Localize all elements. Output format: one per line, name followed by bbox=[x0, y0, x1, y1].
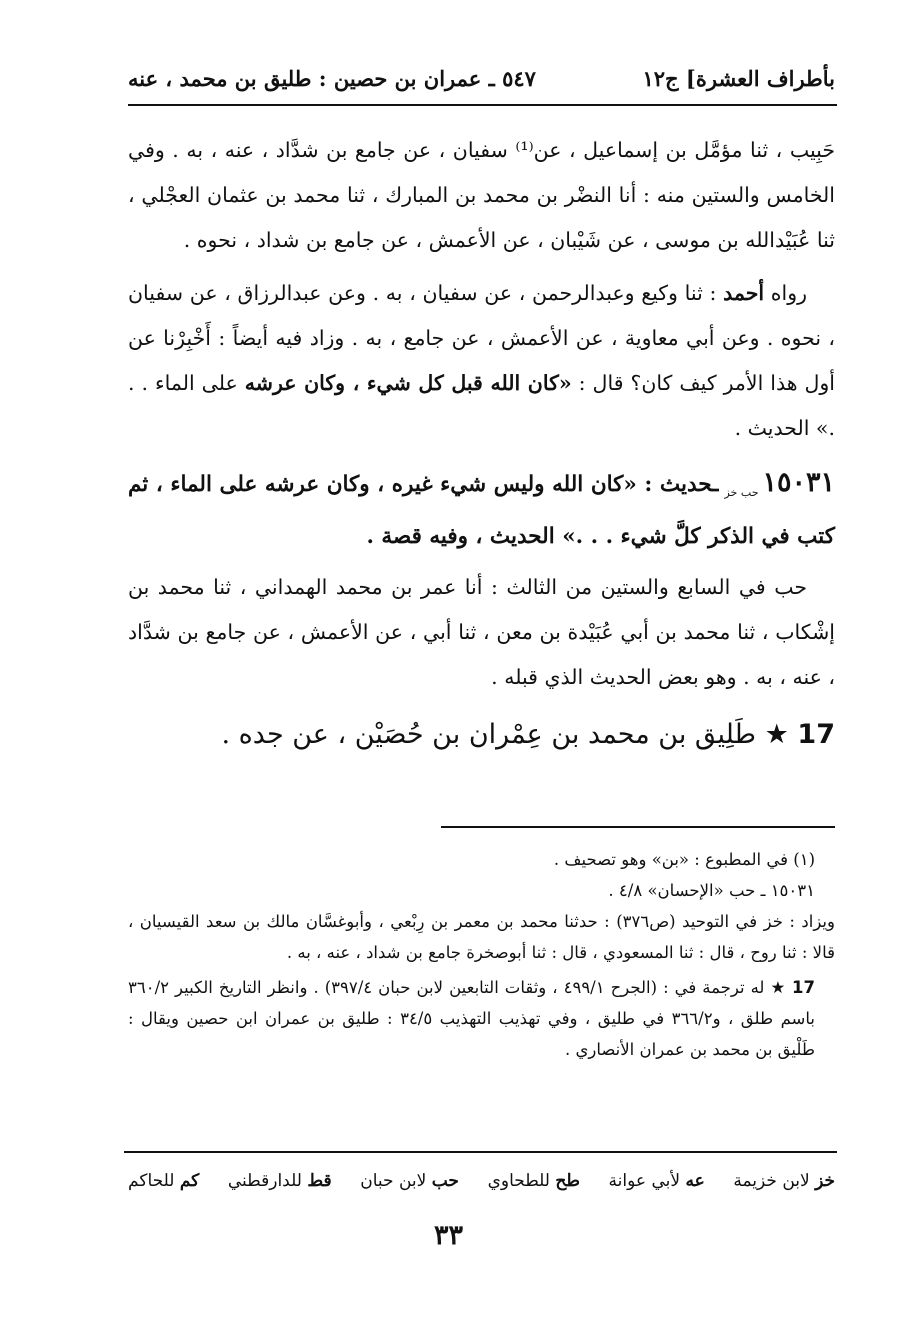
para2-middle: : ثنا وكيع وعبدالرحمن ، عن سفيان ، به . وعن عبدالرزاق ، عن سفيان ، نحوه . وعن أبي معاوية ، عن الأعمش ، عن جامع ، به . وزاد فيه أيضاً : أَخْبِرْنا عن أول هذا الأمر كيف كان؟ قال : bbox=[128, 281, 835, 395]
footnote-rule bbox=[441, 826, 835, 828]
abbreviation-legend bbox=[128, 1166, 835, 1196]
hadith-text: ـحديث : «كان الله وليس شيء غيره ، وكان عرشه على الماء ، ثم كتب في الذكر كلَّ شيء . . .» الحديث ، وفيه قصة . bbox=[128, 472, 835, 550]
para2-quote: «كان الله قبل كل شيء ، وكان عرشه bbox=[244, 371, 572, 395]
running-header bbox=[128, 58, 835, 98]
legend-item: قط للدارقطني bbox=[227, 1171, 332, 1191]
hadith-entry bbox=[128, 461, 835, 559]
footnote-3: ويزاد : خز في التوحيد (ص٣٧٦) : حدثنا محمد بن معمر بن رِبْعي ، وأبوغسَّان مالك بن سعد القيسيان ، قالا : ثنا روح ، قال : ثنا المسعودي ، قال : ثنا أبوصخرة جامع بن شداد ، عنه ، به . bbox=[128, 912, 835, 962]
header-section-title: ٥٤٧ ـ عمران بن حصين : طليق بن محمد ، عنه bbox=[128, 65, 536, 91]
paragraph-3: حب في السابع والستين من الثالث : أنا عمر بن محمد الهمداني ، ثنا محمد بن إشْكاب ، ثنا محمد بن أبي عُبَيْدة بن معن ، ثنا أبي ، عن الأعمش ، عن جامع بن شدَّاد ، عنه ، به . وهو بعض الحديث الذي قبله . bbox=[128, 575, 835, 690]
footnote-4-number: 17 bbox=[792, 978, 816, 997]
star-icon: ★ bbox=[764, 719, 789, 751]
footnote-1: (١) في المطبوع : «بن» وهو تصحيف . bbox=[553, 850, 815, 869]
legend-item: عه لأبي عوانة bbox=[608, 1171, 705, 1191]
legend-item: طح للطحاوي bbox=[487, 1171, 580, 1191]
paragraph-1: حَبِيب ، ثنا مؤمَّل بن إسماعيل ، عن⁽¹⁾ سفيان ، عن جامع بن شدَّاد ، عنه ، به . وفي الخامس والستين منه : أنا النضْر بن محمد بن المبارك ، ثنا محمد بن عثمان العجْلي ، ثنا عُبَيْدالله بن موسى ، عن شَيْبان ، عن الأعمش ، عن جامع بن شداد ، نحوه . bbox=[128, 138, 835, 252]
footnote-4-text: له ترجمة في : (الجرح ٤٩٩/١ ، وثقات التابعين لابن حبان ٣٩٧/٤) . وانظر التاريخ الكبير ٣٦٠/٢ باسم طلق ، و٣٦٦/٢ في طليق ، وفي تهذيب التهذيب ٣٤/٥ : طليق بن عمران ابن حصين ويقال : طَلْيق بن محمد بن عمران الأنصاري . bbox=[128, 978, 816, 1059]
narrator-entry bbox=[128, 710, 835, 760]
page-number: ٣٣ bbox=[433, 1220, 463, 1251]
legend-item: كم للحاكم bbox=[128, 1171, 200, 1191]
paragraph-2 bbox=[128, 271, 835, 451]
footnote-4 bbox=[128, 972, 835, 1065]
header-book-ref: بأطراف العشرة] ج١٢ bbox=[642, 65, 835, 91]
bottom-rule bbox=[124, 1151, 837, 1153]
para2-ahmad: أحمد bbox=[723, 281, 765, 305]
legend-item: خز لابن خزيمة bbox=[733, 1171, 835, 1191]
legend-item: حب لابن حبان bbox=[360, 1171, 459, 1191]
para2-lead: رواه bbox=[764, 281, 807, 305]
main-text bbox=[128, 128, 835, 768]
hadith-sigla: حب خز bbox=[724, 486, 759, 500]
footnotes bbox=[128, 844, 835, 1065]
star-icon: ★ bbox=[770, 978, 787, 997]
para2-end: على الماء . . .» الحديث . bbox=[128, 371, 835, 440]
header-rule bbox=[128, 104, 837, 106]
narrator-number: 17 bbox=[797, 719, 835, 751]
narrator-name: طَلِيق بن محمد بن عِمْران بن حُصَيْن ، عن جده . bbox=[221, 719, 765, 751]
footnote-2: ١٥٠٣١ ـ حب «الإحسان» ٤/٨ . bbox=[608, 881, 815, 900]
hadith-number: ١٥٠٣١ bbox=[762, 467, 836, 498]
